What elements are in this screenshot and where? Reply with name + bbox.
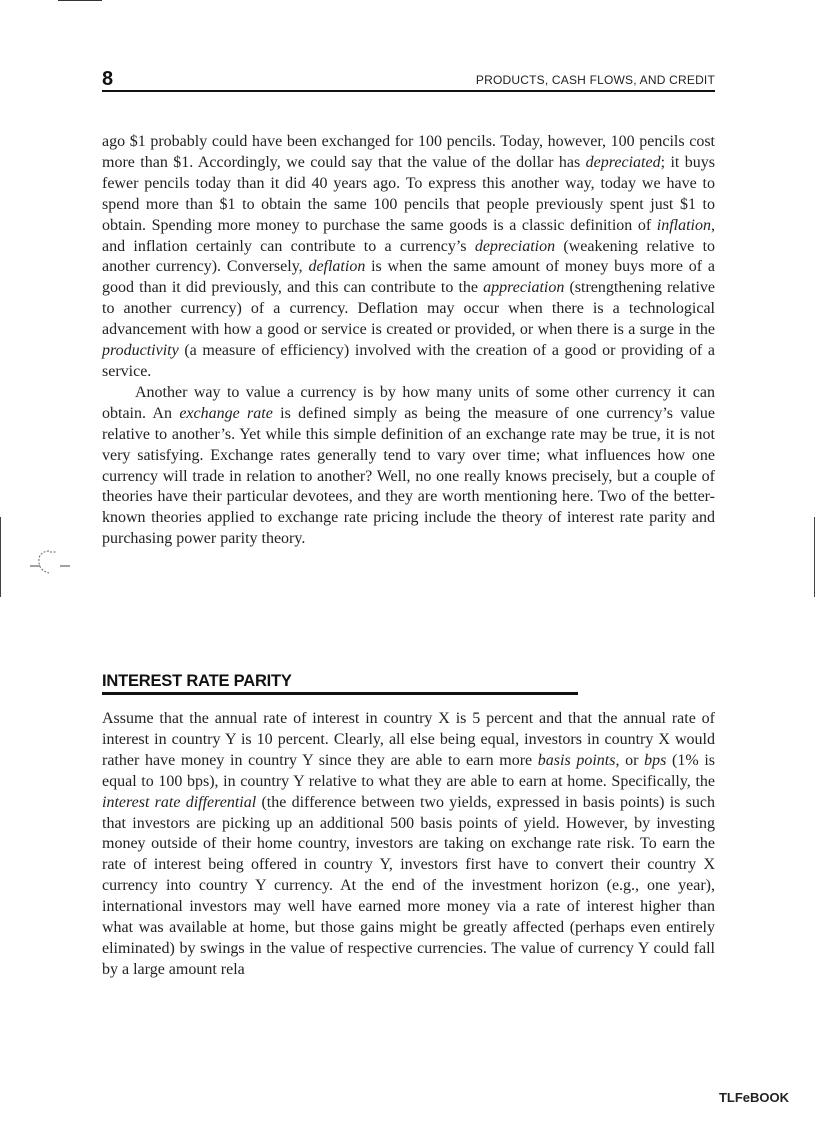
margin-rule-right: [814, 517, 815, 597]
crop-mark-top: [58, 0, 102, 1]
footer-watermark: TLFeBOOK: [718, 1090, 789, 1105]
text-run: is when the same amount of money buys more of a good than it did previously, and this can contribute to the: [102, 258, 715, 297]
text-run: (strengthening relative to another currency) of a currency. Deflation may occur when there is a technological advancement with how a good or service is created or provided, or when there is a surge in the: [102, 279, 716, 339]
paragraph-interest-rate-parity: [102, 709, 715, 981]
running-head: PRODUCTS, CASH FLOWS, AND CREDIT: [475, 73, 715, 87]
text-run: (1% is equal to 100 bps), in country Y relative to what they are able to earn at home. Specifically, the: [102, 751, 716, 790]
text-run: , and inflation certainly can contribute to a currency’s: [102, 216, 715, 255]
text-run: , or: [615, 751, 645, 769]
italic-term: productivity: [102, 342, 179, 360]
text-run: (weakening relative to another currency). Conversely,: [102, 237, 716, 276]
italic-term: basis points: [537, 751, 616, 769]
text-run: (the difference between two yields, expressed in basis points) is such that investors are picking up an additional 500 basis points of yield. However, by investing money outside of their home country, investors are taking on exchange rate risk. To earn the rate of interest being offered in country Y, investors first have to convert their country X currency into country Y currency. At the end of the investment horizon (e.g., one year), international investors may well have earned more money via a rate of interest higher than what was available at home, but those gains might be greatly affected (perhaps even entirely eliminated) by swings in the value of respective currencies. The value of currency Y could fall by a large amount rela: [102, 793, 715, 978]
text-run: Another way to value a currency is by how many units of some other currency it can obtain. An: [102, 383, 715, 422]
page-header: [102, 68, 715, 92]
body-text-lower: [102, 709, 715, 981]
italic-term: deflation: [308, 258, 366, 276]
italic-term: depreciated: [585, 153, 661, 171]
text-run: (a measure of efficiency) involved with the creation of a good or providing of a service.: [102, 342, 715, 380]
text-run: Assume that the annual rate of interest in country X is 5 percent and that the annual rate of interest in country Y is 10 percent. Clearly, all else being equal, investors in country X would rather have money in country Y since they are able to earn more: [102, 710, 715, 769]
italic-term: inflation: [656, 216, 711, 234]
italic-term: appreciation: [483, 279, 565, 297]
section-heading: INTEREST RATE PARITY: [102, 671, 578, 695]
paragraph-currency-value: [102, 132, 715, 383]
text-run: ago $1 probably could have been exchanged for 100 pencils. Today, however, 100 pencils cost more than $1. Accordingly, we could say that the value of the dollar has: [102, 133, 715, 171]
margin-bracket-icon: [30, 548, 100, 578]
text-run: is defined simply as being the measure of one currency’s value relative to another’s. Yet while this simple definition of an exchange rate may be true, it is not very satisfying. Exchange rates generally tend to vary over time; what influences how one currency will trade in relation to another? Well, no one really knows precisely, but a couple of theories have their particular devotees, and they are worth mentioning here. Two of the better-known theories applied to exchange rate pricing include the theory of interest rate parity and purchasing power parity theory.: [102, 404, 715, 548]
body-text-upper: [102, 132, 715, 550]
italic-term: interest rate differential: [102, 793, 257, 811]
italic-term: depreciation: [474, 237, 556, 255]
text-run: ; it buys fewer pencils today than it did 40 years ago. To express this another way, today we have to spend more than $1 to obtain the same 100 pencils that people previously spent just $1 to obtain. Spending more money to purchase the same goods is a classic definition of: [102, 153, 716, 234]
italic-term: bps: [644, 751, 667, 769]
margin-rule-left: [0, 517, 1, 597]
italic-term: exchange rate: [179, 404, 273, 422]
paragraph-exchange-rate: [102, 383, 715, 550]
page-number: 8: [102, 68, 114, 90]
